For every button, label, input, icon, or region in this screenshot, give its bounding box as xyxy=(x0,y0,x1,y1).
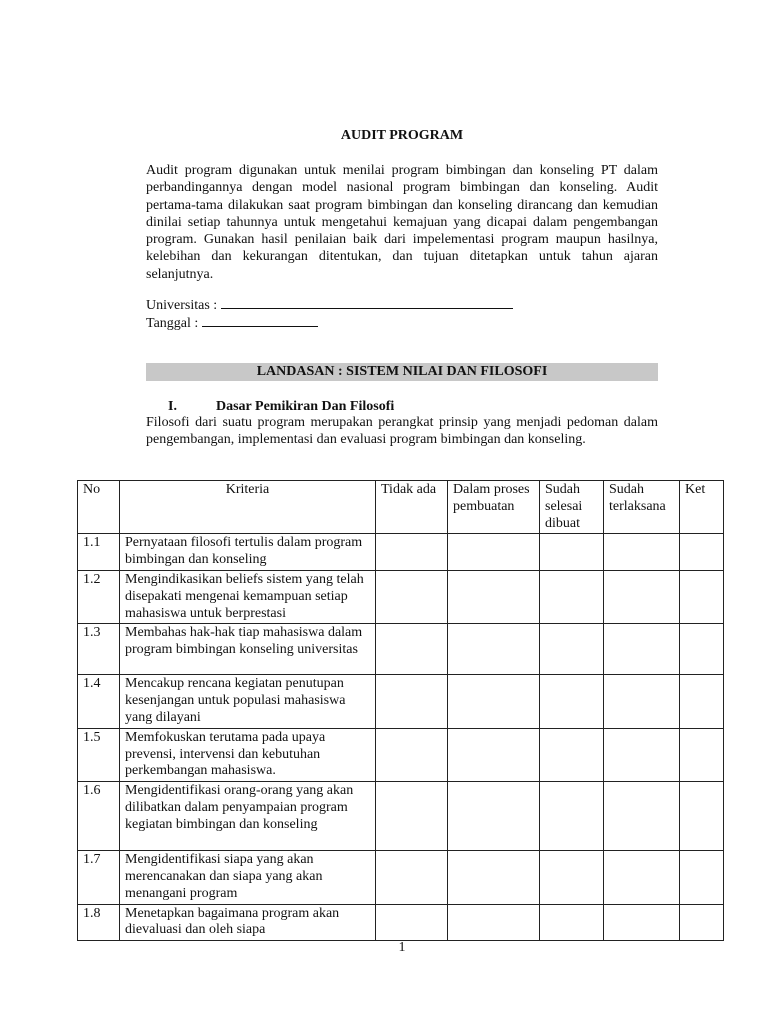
cell-sudah-selesai[interactable] xyxy=(540,570,604,623)
cell-sudah-terlaksana[interactable] xyxy=(604,851,680,904)
cell-dalam-proses[interactable] xyxy=(448,534,540,571)
cell-sudah-terlaksana[interactable] xyxy=(604,904,680,941)
cell-ket[interactable] xyxy=(680,851,724,904)
row-kriteria: Memfokuskan terutama pada upaya prevensi, intervensi dan kebutuhan perkembangan mahasiswa. xyxy=(120,728,376,781)
cell-dalam-proses[interactable] xyxy=(448,904,540,941)
page-title: AUDIT PROGRAM xyxy=(340,128,464,143)
cell-sudah-terlaksana[interactable] xyxy=(604,534,680,571)
row-kriteria: Mencakup rencana kegiatan penutupan kesenjangan untuk populasi mahasiswa yang dilayani xyxy=(120,675,376,728)
row-kriteria: Mengidentifikasi siapa yang akan merencanakan dan siapa yang akan menangani program xyxy=(120,851,376,904)
row-kriteria: Pernyataan filosofi tertulis dalam program bimbingan dan konseling xyxy=(120,534,376,571)
section-banner: LANDASAN : SISTEM NILAI DAN FILOSOFI xyxy=(146,363,658,381)
row-number: 1.3 xyxy=(78,624,120,675)
row-kriteria: Membahas hak-hak tiap mahasiswa dalam program bimbingan konseling universitas xyxy=(120,624,376,675)
table-row xyxy=(78,534,724,571)
table-header-row xyxy=(78,481,724,534)
row-number: 1.1 xyxy=(78,534,120,571)
cell-dalam-proses[interactable] xyxy=(448,624,540,675)
row-number: 1.2 xyxy=(78,570,120,623)
header-dalam-proses: Dalam proses pembuatan xyxy=(448,481,540,534)
cell-ket[interactable] xyxy=(680,728,724,781)
section-heading xyxy=(168,398,394,415)
cell-sudah-selesai[interactable] xyxy=(540,851,604,904)
tanggal-field xyxy=(146,314,318,332)
cell-dalam-proses[interactable] xyxy=(448,570,540,623)
header-sudah-terlaksana: Sudah terlaksana xyxy=(604,481,680,534)
row-number: 1.5 xyxy=(78,728,120,781)
row-number: 1.8 xyxy=(78,904,120,941)
cell-sudah-selesai[interactable] xyxy=(540,904,604,941)
table-row xyxy=(78,851,724,904)
table-row xyxy=(78,782,724,851)
header-sudah-selesai: Sudah selesai dibuat xyxy=(540,481,604,534)
cell-sudah-selesai[interactable] xyxy=(540,624,604,675)
cell-ket[interactable] xyxy=(680,782,724,851)
cell-sudah-selesai[interactable] xyxy=(540,534,604,571)
cell-sudah-terlaksana[interactable] xyxy=(604,728,680,781)
table-row xyxy=(78,570,724,623)
section-body: Filosofi dari suatu program merupakan perangkat prinsip yang menjadi pedoman dalam pengembangan, implementasi dan evaluasi program bimbingan dan konseling. xyxy=(146,415,658,448)
table-row xyxy=(78,624,724,675)
cell-sudah-terlaksana[interactable] xyxy=(604,570,680,623)
cell-tidak-ada[interactable] xyxy=(376,904,448,941)
header-tidak-ada: Tidak ada xyxy=(376,481,448,534)
universitas-label: Universitas : xyxy=(146,298,221,313)
table-row xyxy=(78,904,724,941)
cell-dalam-proses[interactable] xyxy=(448,675,540,728)
cell-dalam-proses[interactable] xyxy=(448,728,540,781)
table-row xyxy=(78,675,724,728)
tanggal-label: Tanggal : xyxy=(146,316,202,331)
tanggal-blank[interactable] xyxy=(202,314,318,327)
checklist-table xyxy=(77,480,724,941)
row-number: 1.6 xyxy=(78,782,120,851)
cell-dalam-proses[interactable] xyxy=(448,851,540,904)
cell-sudah-selesai[interactable] xyxy=(540,782,604,851)
cell-sudah-terlaksana[interactable] xyxy=(604,675,680,728)
cell-ket[interactable] xyxy=(680,534,724,571)
row-number: 1.4 xyxy=(78,675,120,728)
cell-ket[interactable] xyxy=(680,570,724,623)
cell-sudah-terlaksana[interactable] xyxy=(604,782,680,851)
cell-tidak-ada[interactable] xyxy=(376,624,448,675)
row-kriteria: Mengindikasikan beliefs sistem yang telah disepakati mengenai kemampuan setiap mahasiswa untuk berprestasi xyxy=(120,570,376,623)
cell-tidak-ada[interactable] xyxy=(376,851,448,904)
cell-ket[interactable] xyxy=(680,624,724,675)
header-no: No xyxy=(78,481,120,534)
cell-tidak-ada[interactable] xyxy=(376,570,448,623)
page-number: 1 xyxy=(398,940,406,955)
intro-paragraph: Audit program digunakan untuk menilai program bimbingan dan konseling PT dalam perbandingannya dengan model nasional program bimbingan dan konseling. Audit pertama-tama dilakukan saat program bimbingan dan konseling dirancang dan kemudian dinilai setiap tahunnya untuk mengetahui kemajuan yang dicapai dalam pengembangan program. Gunakan hasil penilaian baik dari impelementasi program maupun hasilnya, kelebihan dan kekurangan ditentukan, dan tujuan ditetapkan untuk tahun ajaran selanjutnya. xyxy=(146,163,658,282)
table-row xyxy=(78,728,724,781)
cell-sudah-selesai[interactable] xyxy=(540,728,604,781)
universitas-blank[interactable] xyxy=(221,296,513,309)
header-kriteria: Kriteria xyxy=(120,481,376,534)
cell-dalam-proses[interactable] xyxy=(448,782,540,851)
cell-tidak-ada[interactable] xyxy=(376,675,448,728)
row-number: 1.7 xyxy=(78,851,120,904)
header-ket: Ket xyxy=(680,481,724,534)
row-kriteria: Menetapkan bagaimana program akan dievaluasi dan oleh siapa xyxy=(120,904,376,941)
cell-tidak-ada[interactable] xyxy=(376,782,448,851)
universitas-field xyxy=(146,296,513,314)
section-number: I. xyxy=(168,399,177,414)
cell-sudah-terlaksana[interactable] xyxy=(604,624,680,675)
section-heading-text: Dasar Pemikiran Dan Filosofi xyxy=(216,399,395,414)
row-kriteria: Mengidentifikasi orang-orang yang akan dilibatkan dalam penyampaian program kegiatan bimbingan dan konseling xyxy=(120,782,376,851)
cell-tidak-ada[interactable] xyxy=(376,728,448,781)
cell-ket[interactable] xyxy=(680,904,724,941)
cell-tidak-ada[interactable] xyxy=(376,534,448,571)
cell-ket[interactable] xyxy=(680,675,724,728)
cell-sudah-selesai[interactable] xyxy=(540,675,604,728)
